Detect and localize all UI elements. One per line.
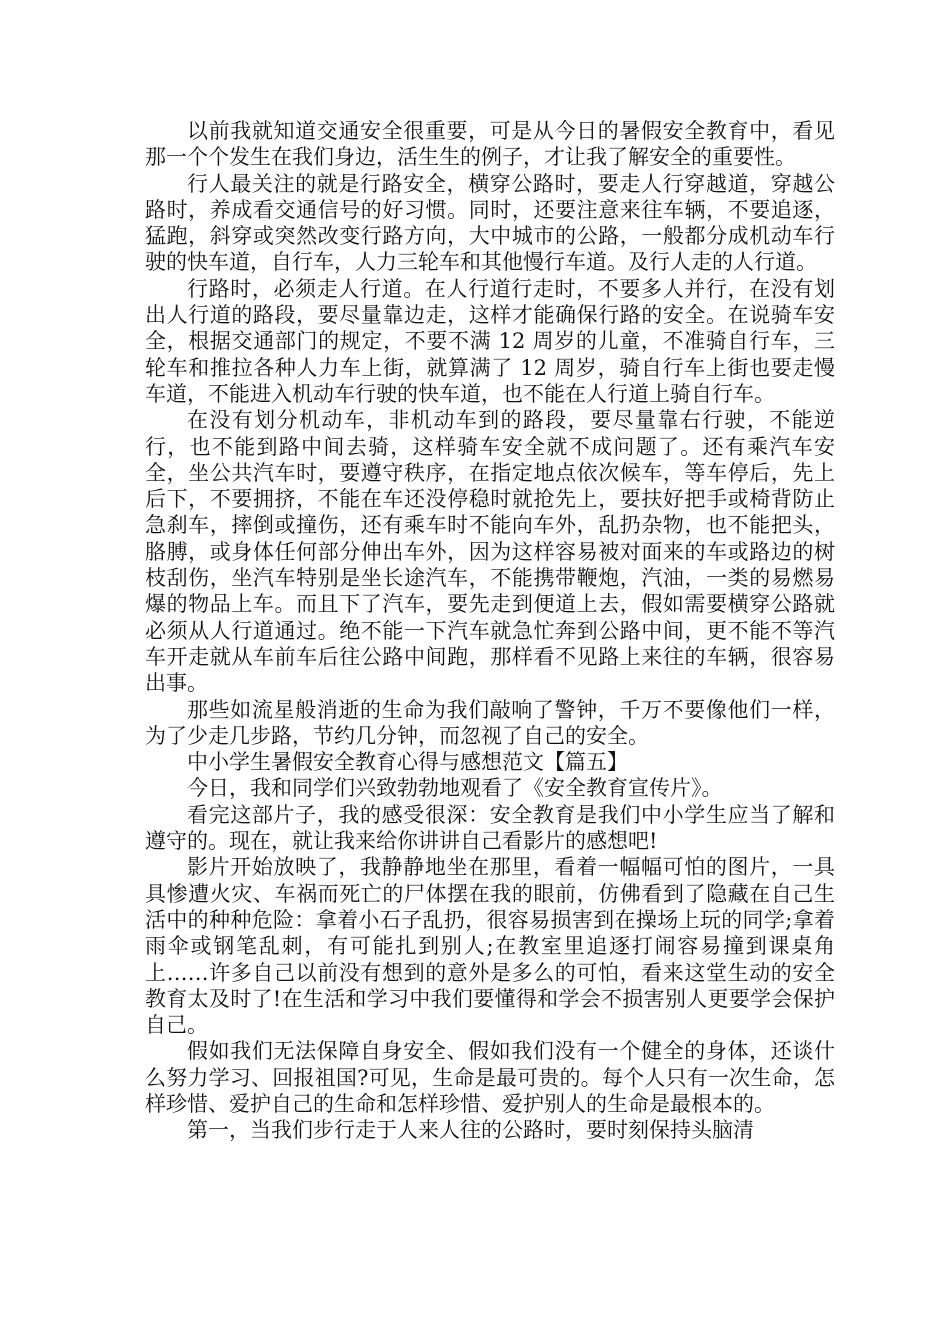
paragraph-intro: 以前我就知道交通安全很重要，可是从今日的暑假安全教育中，看见那一个个发生在我们身边，活生生的例子，才让我了解安全的重要性。 (145, 119, 835, 170)
paragraph-warning: 那些如流星般消逝的生命为我们敲响了警钟，千万不要像他们一样，为了少走几步路，节约几分钟，而忽视了自己的安全。 (145, 697, 835, 748)
paragraph-life-value: 假如我们无法保障自身安全、假如我们没有一个健全的身体，还谈什么努力学习、回报祖国?可见，生命是最可贵的。每个人只有一次生命，怎样珍惜、爱护自己的生命和怎样珍惜、爱护别人的生命是最根本的。 (145, 1039, 835, 1116)
paragraph-riding-and-bus: 在没有划分机动车，非机动车到的路段，要尽量靠右行驶，不能逆行，也不能到路中间去骑，这样骑车安全就不成问题了。还有乘汽车安全，坐公共汽车时，要遵守秩序，在指定地点依次候车，等车停后，先上后下，不要拥挤，不能在车还没停稳时就抢先上，要扶好把手或椅背防止急刹车，摔倒或撞伤，还有乘车时不能向车外，乱扔杂物，也不能把头，胳膊，或身体任何部分伸出车外，因为这样容易被对面来的车或路边的树枝刮伤，坐汽车特别是坐长途汽车，不能携带鞭炮，汽油，一类的易燃易爆的物品上车。而且下了汽车，要先走到便道上去，假如需要横穿公路就必须从人行道通过。绝不能一下汽车就急忙奔到公路中间，更不能不等汽车开走就从车前车后往公路中间跑，那样看不见路上来往的车辆，很容易出事。 (145, 408, 835, 696)
paragraph-watching-film: 今日，我和同学们兴致勃勃地观看了《安全教育宣传片》。 (187, 776, 723, 801)
paragraph-feelings: 看完这部片子，我的感受很深：安全教育是我们中小学生应当了解和遵守的。现在，就让我来给你讲讲自己看影片的感想吧! (145, 802, 835, 854)
paragraph-walking-and-cycling: 行路时，必须走人行道。在人行道行走时，不要多人并行，在没有划出人行道的路段，要尽量靠边走，这样才能确保行路的安全。在说骑车安全，根据交通部门的规定，不要不满 12 周岁的儿童，不准骑自行车，三轮车和推拉各种人力车上街，就算满了 12 周岁，骑自行车上街也要走慢车道，不能进入机动车行驶的快车道，也不能在人行道上骑自行车。 (145, 276, 835, 406)
paragraph-first-point: 第一，当我们步行走于人来人往的公路时，要时刻保持头脑清 (187, 1118, 754, 1143)
paragraph-film-content: 影片开始放映了，我静静地坐在那里，看着一幅幅可怕的图片，一具具惨遭火灾、车祸而死亡的尸体摆在我的眼前，仿佛看到了隐藏在自己生活中的种种危险：拿着小石子乱扔，很容易损害到在操场上玩的同学;拿着雨伞或钢笔乱刺，有可能扎到别人;在教室里追逐打闹容易撞到课桌角上……许多自己以前没有想到的意外是多么的可怕，看来这堂生动的安全教育太及时了!在生活和学习中我们要懂得和学会不损害别人更要学会保护自己。 (145, 855, 835, 1038)
section-heading: 中小学生暑假安全教育心得与感想范文【篇五】 (187, 750, 628, 775)
paragraph-pedestrian-safety: 行人最关注的就是行路安全，横穿公路时，要走人行穿越道，穿越公路时，养成看交通信号的好习惯。同时，还要注意来往车辆，不要追逐，猛跑，斜穿或突然改变行路方向，大中城市的公路，一般都分成机动车行驶的快车道，自行车，人力三轮车和其他慢行车道。及行人走的人行道。 (145, 171, 835, 275)
document-page (145, 118, 835, 1144)
